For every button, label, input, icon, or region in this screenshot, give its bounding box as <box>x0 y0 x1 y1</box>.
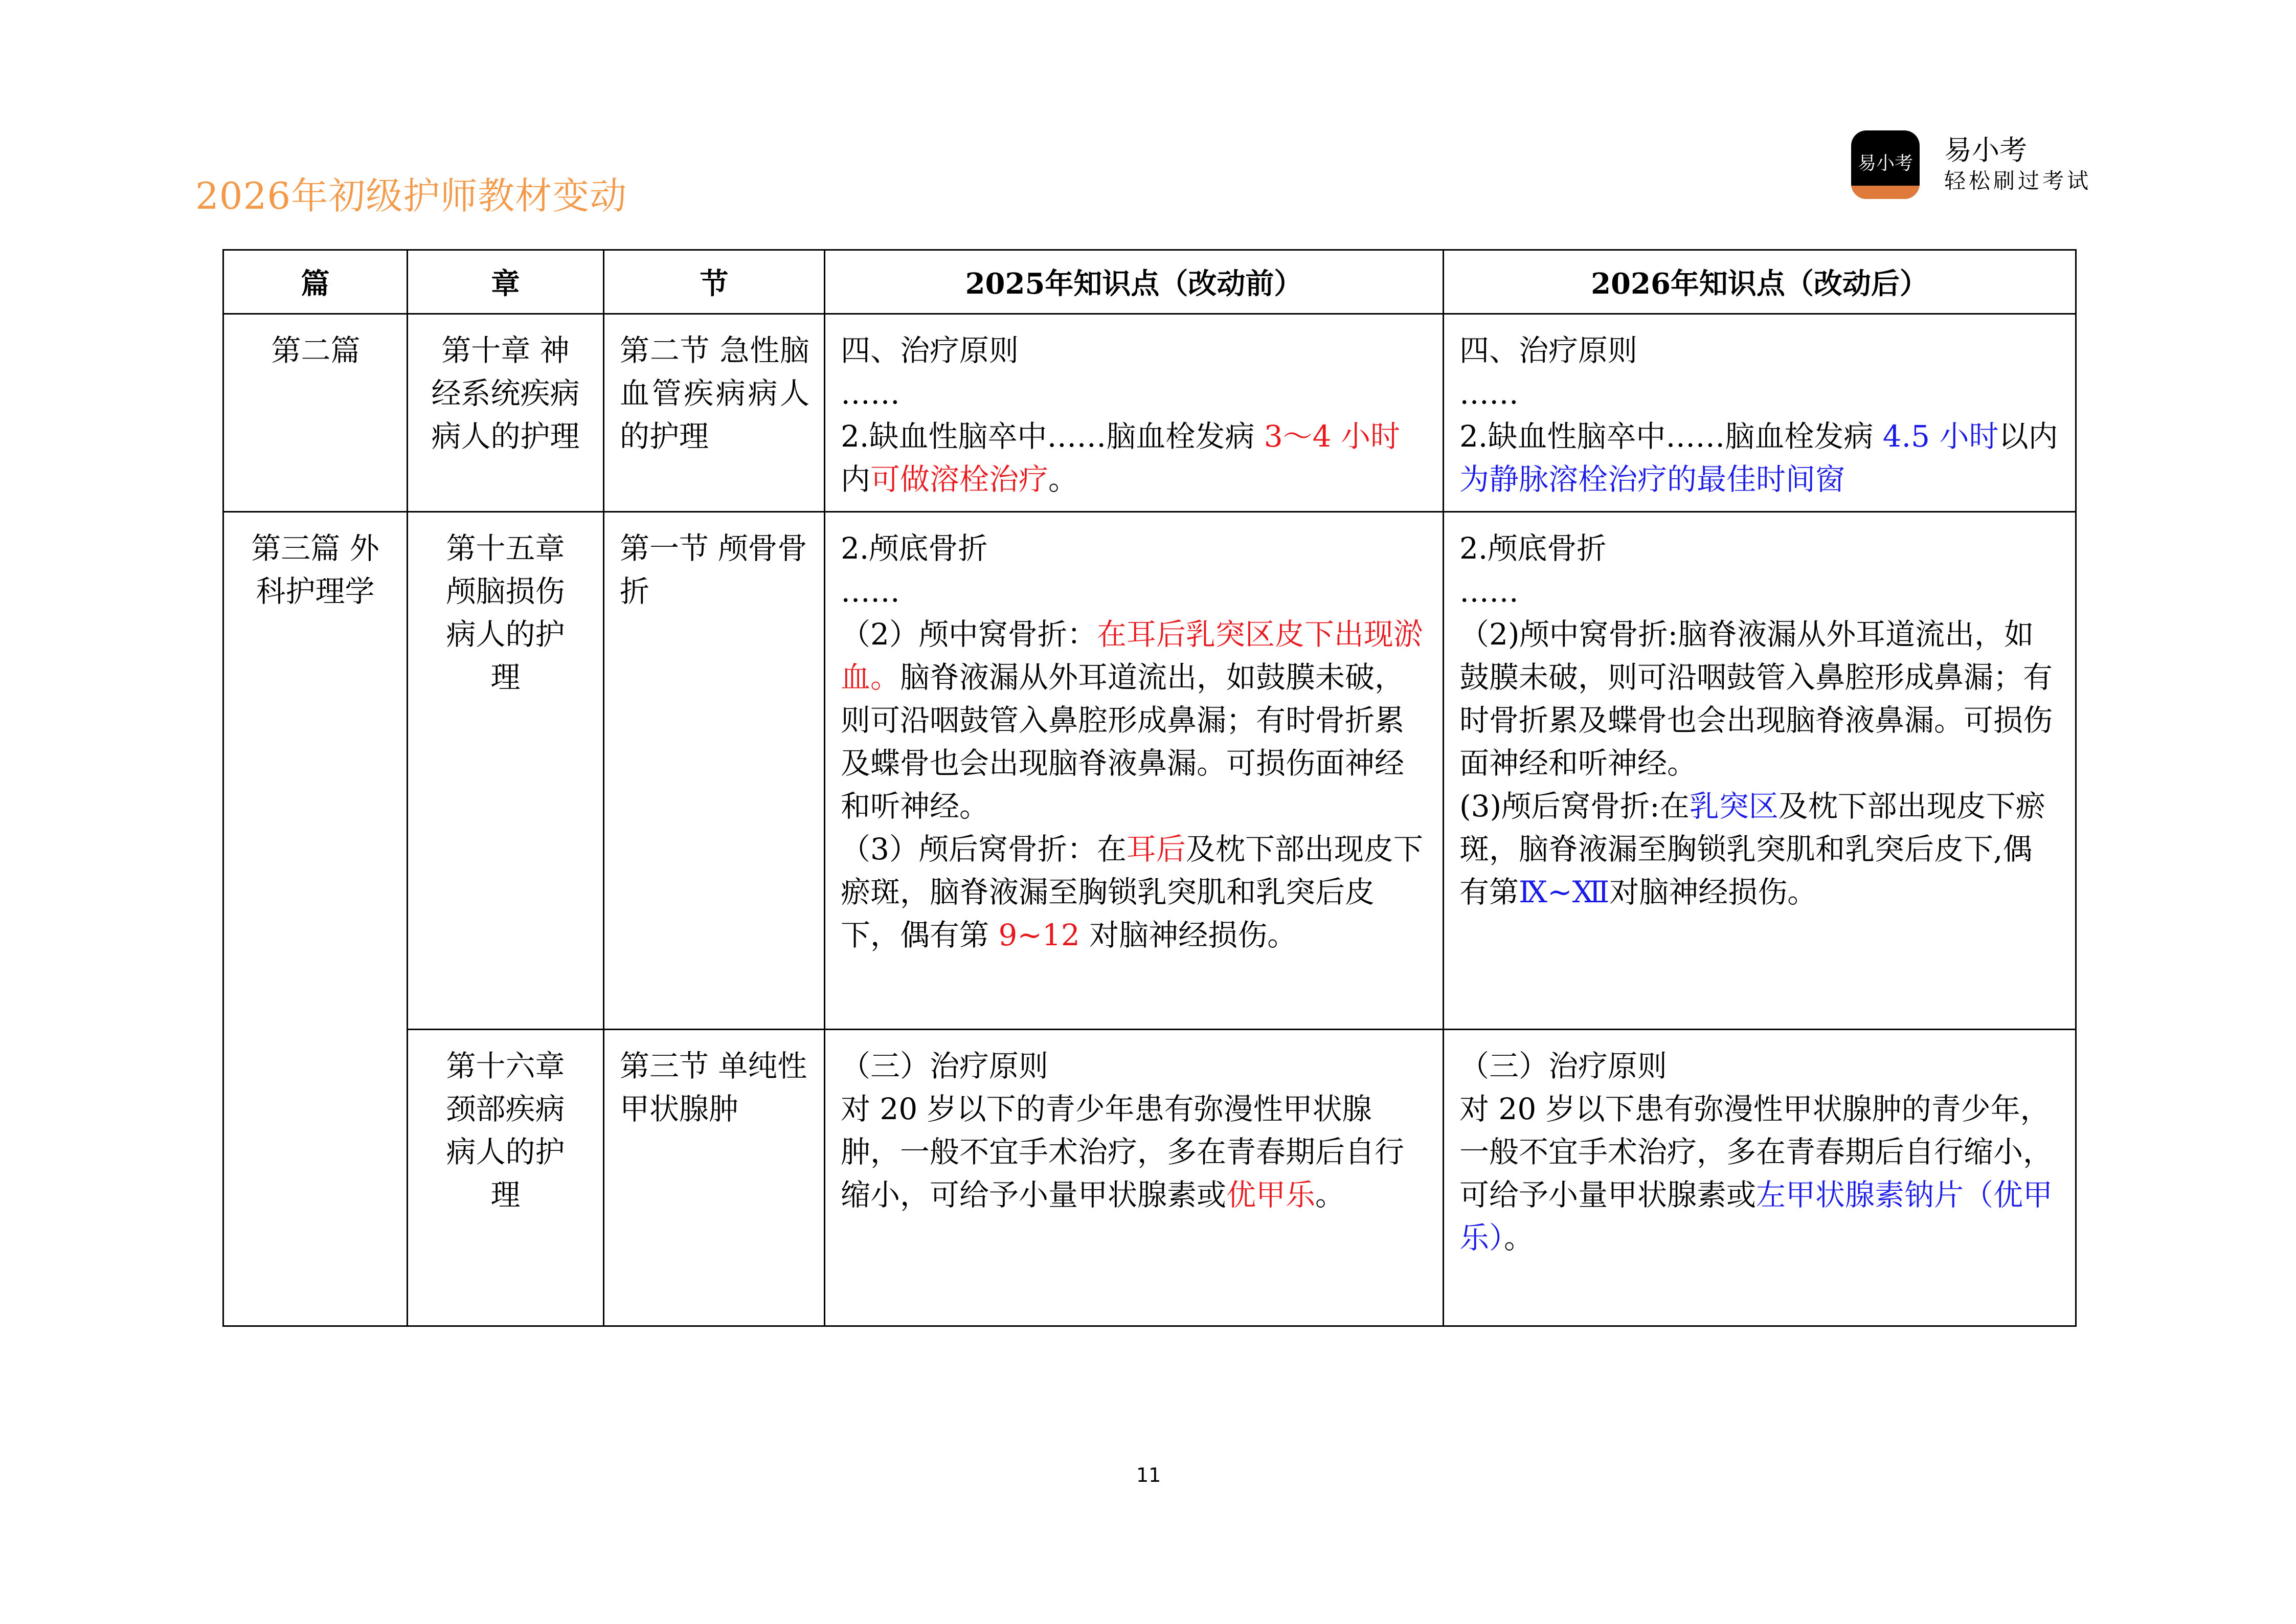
table-row <box>223 1030 2076 1326</box>
header-2025: 2025年知识点（改动前） <box>825 250 1444 314</box>
old-knowledge-cell <box>825 1030 1444 1326</box>
removed-text: 在耳后乳突区皮下出现淤血。 <box>841 617 1423 695</box>
jie-cell: 第二节 急性脑血管疾病病人的护理 <box>604 314 825 512</box>
text-line: 四、治疗原则 <box>1459 333 1638 368</box>
table-row <box>223 512 2076 1030</box>
new-knowledge-cell <box>1444 1030 2076 1326</box>
text-line: …… <box>1459 574 1519 609</box>
added-text: 4.5 小时 <box>1882 419 1999 454</box>
pian-cell: 第三篇 外科护理学 <box>223 512 408 1326</box>
text-paragraph: （2)颅中窝骨折:脑脊液漏从外耳道流出，如鼓膜未破，则可沿咽鼓管入鼻腔形成鼻漏；有时骨折累及蝶骨也会出现脑脊液鼻漏。可损伤面神经和听神经。 <box>1459 617 2053 781</box>
text-span: （2）颅中窝骨折： <box>841 617 1097 652</box>
removed-text: 3～4 小时 <box>1264 419 1401 454</box>
text-span: 2.缺血性脑卒中……脑血栓发病 <box>1459 419 1883 454</box>
text-line <box>1459 415 2061 501</box>
new-knowledge-cell <box>1444 314 2076 512</box>
text-line: 四、治疗原则 <box>841 333 1019 368</box>
text-span: 及枕下部出现皮下瘀斑，脑脊液漏至胸锁乳突肌和乳突后皮下,偶有第 <box>1459 789 2045 909</box>
text-span: 2.缺血性脑卒中……脑血栓发病 <box>841 419 1264 454</box>
text-span: （3）颅后窝骨折：在 <box>841 832 1127 866</box>
text-span: 对 20 岁以下患有弥漫性甲状腺肿的青少年，一般不宜手术治疗，多在青春期后自行缩小，可给予小量甲状腺素或 <box>1459 1092 2053 1212</box>
zhang-cell: 第十五章 颅脑损伤病人的护理 <box>408 512 604 1030</box>
table-row <box>223 314 2076 512</box>
brand-slogan: 轻松刷过考试 <box>1944 168 2092 193</box>
text-paragraph <box>841 828 1428 956</box>
text-line: （三）治疗原则 <box>841 1049 1049 1083</box>
new-knowledge-cell <box>1444 512 2076 1030</box>
removed-text: 优甲乐 <box>1226 1177 1316 1212</box>
zhang-cell: 第十章 神经系统疾病病人的护理 <box>408 314 604 512</box>
text-paragraph <box>841 1087 1428 1216</box>
text-line: （三）治疗原则 <box>1459 1049 1668 1083</box>
text-span: (3)颅后窝骨折:在 <box>1459 789 1690 824</box>
text-paragraph <box>1459 785 2061 914</box>
app-icon <box>1851 130 1920 199</box>
added-text: 为静脉溶栓治疗的最佳时间窗 <box>1459 462 1845 497</box>
text-span: 。 <box>1315 1177 1345 1212</box>
text-paragraph <box>1459 1087 2061 1259</box>
table-header-row <box>223 250 2076 314</box>
zhang-cell: 第十六章 颈部疾病病人的护理 <box>408 1030 604 1326</box>
added-text: 左甲状腺素钠片（优甲乐） <box>1459 1177 2053 1255</box>
changes-table <box>222 249 2077 1327</box>
jie-cell: 第一节 颅骨骨折 <box>604 512 825 1030</box>
added-text: 乳突区 <box>1689 789 1779 824</box>
text-line: 2.颅底骨折 <box>841 531 988 566</box>
text-span: 及枕下部出现皮下瘀斑，脑脊液漏至胸锁乳突肌和乳突后皮下，偶有第 <box>841 832 1423 952</box>
text-span: 对脑神经损伤。 <box>1609 875 1817 909</box>
text-line: …… <box>841 376 900 411</box>
text-span: 以内 <box>1998 419 2058 454</box>
text-line: 2.颅底骨折 <box>1459 531 1607 566</box>
text-span: 对 20 岁以下的青少年患有弥漫性甲状腺肿，一般不宜手术治疗，多在青春期后自行缩小，可给予小量甲状腺素或 <box>841 1092 1405 1212</box>
header-pian: 篇 <box>223 250 408 314</box>
removed-text: 9~12 <box>998 918 1080 952</box>
old-knowledge-cell <box>825 314 1444 512</box>
old-knowledge-cell <box>825 512 1444 1030</box>
text-line: …… <box>841 574 900 609</box>
app-icon-text: 易小考 <box>1857 153 1913 174</box>
text-line: …… <box>1459 376 1519 411</box>
header-jie: 节 <box>604 250 825 314</box>
text-span: 对脑神经损伤。 <box>1079 918 1297 952</box>
brand-name: 易小考 <box>1944 134 2027 166</box>
pian-cell: 第二篇 <box>223 314 408 512</box>
text-line <box>841 415 1428 501</box>
removed-text: 耳后 <box>1126 832 1186 866</box>
added-text: Ⅸ~Ⅻ <box>1519 875 1610 909</box>
jie-cell: 第三节 单纯性甲状腺肿 <box>604 1030 825 1326</box>
text-span: 。 <box>1048 462 1078 497</box>
text-span: 脑脊液漏从外耳道流出，如鼓膜未破，则可沿咽鼓管入鼻腔形成鼻漏；有时骨折累及蝶骨也会出现脑脊液鼻漏。可损伤面神经和听神经。 <box>841 660 1405 824</box>
text-span: 。 <box>1504 1220 1534 1255</box>
header-zhang: 章 <box>408 250 604 314</box>
text-span: 内 <box>841 462 871 497</box>
document-title: 2026年初级护师教材变动 <box>195 174 627 217</box>
text-paragraph <box>841 613 1428 828</box>
app-icon-stripe <box>1851 186 1920 199</box>
removed-text: 可做溶栓治疗 <box>870 462 1049 497</box>
page-number: 11 <box>1136 1464 1161 1486</box>
brand-logo <box>1851 130 2091 199</box>
header-2026: 2026年知识点（改动后） <box>1444 250 2076 314</box>
